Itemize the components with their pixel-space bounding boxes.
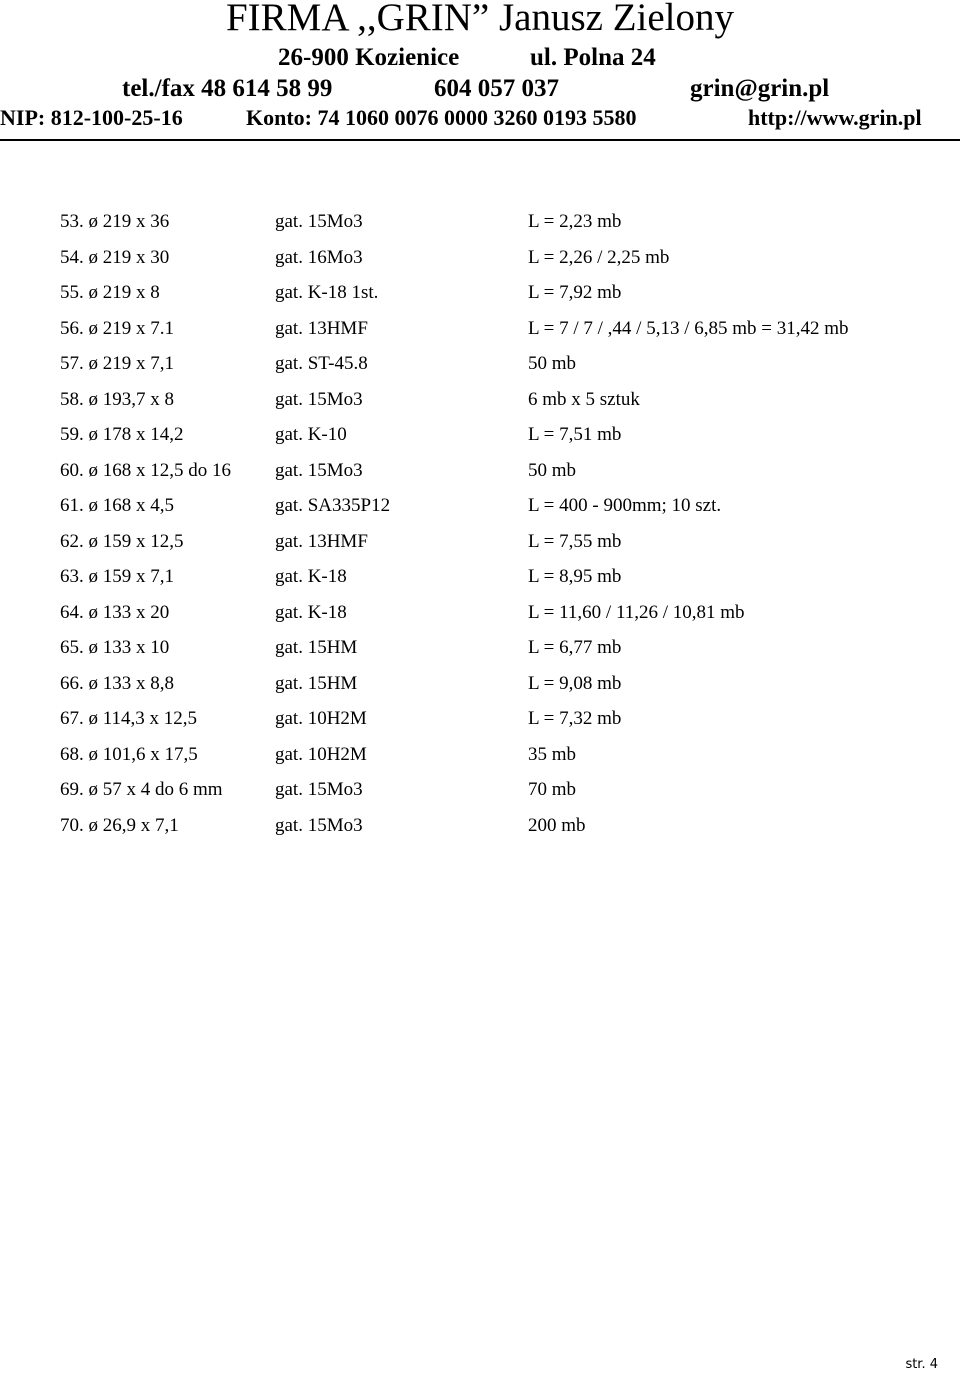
item-grade: gat. 15HM [275,637,358,658]
item-length: L = 2,26 / 2,25 mb [528,246,670,268]
item-length: L = 7,92 mb [528,282,622,303]
item-length: L = 8,95 mb [528,566,622,587]
list-item [60,240,940,276]
item-grade: gat. 15HM [275,672,358,694]
item-dimension: 57. ø 219 x 7,1 [60,353,174,374]
item-grade: gat. 10H2M [275,708,367,729]
item-grade: gat. 13HMF [275,317,368,339]
list-item [60,382,940,418]
phone-fax: tel./fax 48 614 58 99 [122,75,333,102]
list-item [60,666,940,702]
item-dimension: 67. ø 114,3 x 12,5 [60,708,198,729]
item-length: L = 11,60 / 11,26 / 10,81 mb [528,601,745,623]
page-number: str. 4 [905,1357,938,1372]
item-length: L = 6,77 mb [528,637,622,658]
website-link[interactable]: http://www.grin.pl [748,105,922,130]
item-length: 6 mb x 5 sztuk [528,388,640,410]
company-title: FIRMA ,,GRIN” Janusz Zielony [225,0,735,39]
item-grade: gat. SA335P12 [275,495,391,516]
item-dimension: 64. ø 133 x 20 [60,601,170,623]
bank-account: Konto: 74 1060 0076 0000 3260 0193 5580 [246,105,637,130]
list-item [60,737,940,773]
item-dimension: 55. ø 219 x 8 [60,282,160,303]
item-dimension: 54. ø 219 x 30 [60,246,170,268]
item-length: 50 mb [528,459,577,481]
item-grade: gat. 10H2M [275,743,367,765]
item-grade: gat. K-18 [275,566,347,587]
item-grade: gat. 15Mo3 [275,459,363,481]
item-grade: gat. K-10 [275,424,347,445]
list-item [60,311,940,347]
item-dimension: 68. ø 101,6 x 17,5 [60,743,198,765]
list-item [60,524,940,560]
item-grade: gat. K-18 1st. [275,282,379,303]
item-dimension: 60. ø 168 x 12,5 do 16 [60,459,231,481]
item-dimension: 61. ø 168 x 4,5 [60,495,174,516]
item-length: L = 7 / 7 / ,44 / 5,13 / 6,85 mb = 31,42 mb [528,317,849,339]
item-dimension: 62. ø 159 x 12,5 [60,530,184,552]
header-divider [0,139,960,141]
item-dimension: 56. ø 219 x 7.1 [60,317,174,339]
mobile-phone: 604 057 037 [434,75,559,102]
list-item [60,453,940,489]
item-length: L = 7,32 mb [528,708,622,729]
item-dimension: 58. ø 193,7 x 8 [60,388,174,410]
item-length: L = 7,55 mb [528,530,622,552]
list-item [60,488,940,524]
item-length: 50 mb [528,353,577,374]
list-item [60,772,940,808]
list-item [60,275,940,311]
item-dimension: 66. ø 133 x 8,8 [60,672,174,694]
item-dimension: 63. ø 159 x 7,1 [60,566,174,587]
item-length: 200 mb [528,814,586,836]
item-length: 35 mb [528,743,577,765]
item-dimension: 65. ø 133 x 10 [60,637,170,658]
item-grade: gat. K-18 [275,601,347,623]
item-length: L = 7,51 mb [528,424,622,445]
item-length: L = 400 - 900mm; 10 szt. [528,495,722,516]
item-dimension: 69. ø 57 x 4 do 6 mm [60,779,223,800]
item-dimension: 70. ø 26,9 x 7,1 [60,814,179,836]
item-length: L = 9,08 mb [528,672,622,694]
street-address: ul. Polna 24 [530,44,656,71]
item-grade: gat. 15Mo3 [275,814,363,836]
item-grade: gat. 13HMF [275,530,368,552]
list-item [60,417,940,453]
email-link[interactable]: grin@grin.pl [690,75,830,102]
item-grade: gat. 15Mo3 [275,779,363,800]
list-item [60,559,940,595]
item-grade: gat. ST-45.8 [275,353,368,374]
item-dimension: 59. ø 178 x 14,2 [60,424,184,445]
list-item [60,346,940,382]
list-item [60,701,940,737]
list-item [60,630,940,666]
item-grade: gat. 15Mo3 [275,388,363,410]
item-grade: gat. 16Mo3 [275,246,363,268]
city: 26-900 Kozienice [278,44,460,71]
list-item [60,595,940,631]
item-dimension: 53. ø 219 x 36 [60,211,170,232]
item-length: 70 mb [528,779,577,800]
list-item [60,808,940,844]
item-length: L = 2,23 mb [528,211,622,232]
item-grade: gat. 15Mo3 [275,211,363,232]
pipe-list [60,204,940,843]
nip-number: NIP: 812-100-25-16 [0,105,183,130]
list-item [60,204,940,240]
